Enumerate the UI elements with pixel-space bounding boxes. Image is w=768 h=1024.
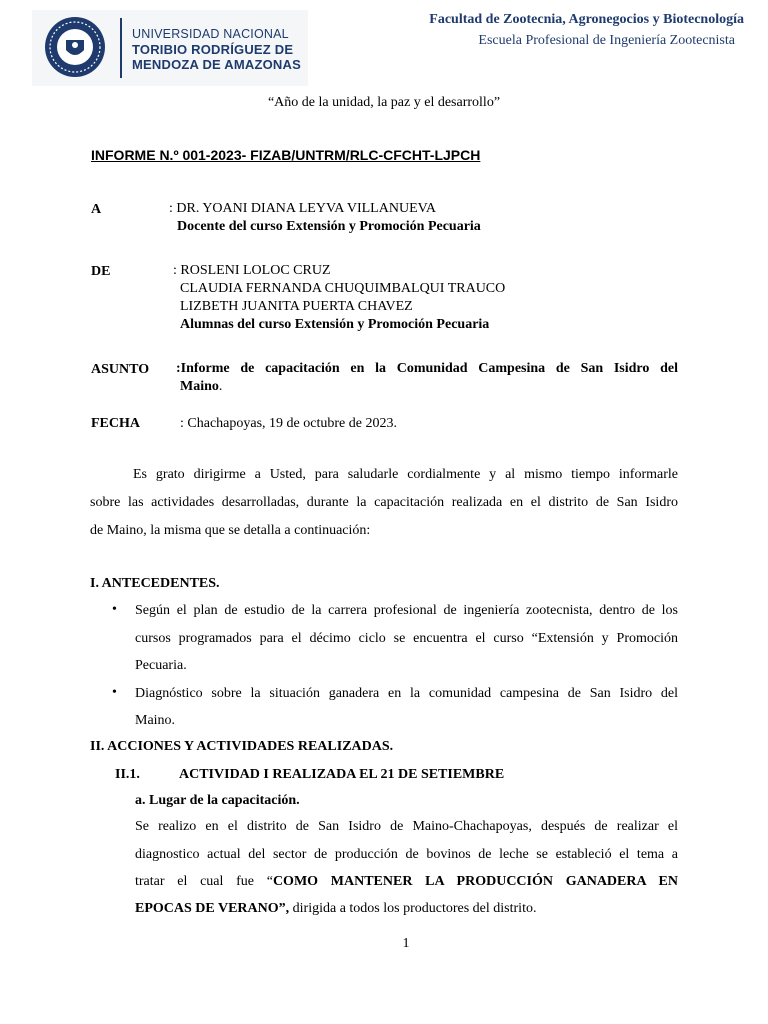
bullet-icon: • (112, 685, 117, 700)
bullet-2-line-2: Maino. (135, 713, 176, 728)
from-name-3: LIZBETH JUANITA PUERTA CHAVEZ (180, 299, 413, 314)
university-name-line1: UNIVERSIDAD NACIONAL (132, 27, 289, 41)
from-name-2: CLAUDIA FERNANDA CHUQUIMBALQUI TRAUCO (180, 281, 506, 296)
subsection-number: II.1. (115, 767, 140, 782)
faculty-name: Facultad de Zootecnia, Agronegocios y Biotecnología (429, 12, 744, 27)
bullet-1-line-1: Según el plan de estudio de la carrera profesional de ingeniería zootecnista, dentro de los (135, 603, 678, 618)
from-label: DE (91, 264, 111, 279)
section-1-heading: I. ANTECEDENTES. (90, 576, 220, 591)
section-2-heading: II. ACCIONES Y ACTIVIDADES REALIZADAS. (90, 739, 394, 754)
subject-line2: Maino. (180, 379, 223, 394)
date-value: : Chachapoyas, 19 de octubre de 2023. (180, 416, 397, 431)
bullet-icon: • (112, 602, 117, 617)
bullet-2-line-1: Diagnóstico sobre la situación ganadera en la comunidad campesina de San Isidro del (135, 686, 678, 701)
subsection-heading: ACTIVIDAD I REALIZADA EL 21 DE SETIEMBRE (179, 767, 505, 782)
logo-divider (120, 18, 122, 78)
intro-line-2: sobre las actividades desarrolladas, durante la capacitación realizada en el distrito de San Isidro (90, 495, 678, 510)
body-line-3: tratar el cual fue “COMO MANTENER LA PRODUCCIÓN GANADERA EN (135, 874, 678, 889)
body-line-4: EPOCAS DE VERANO”, dirigida a todos los productores del distrito. (135, 901, 537, 916)
intro-line-1: Es grato dirigirme a Usted, para saludarle cordialmente y al mismo tiempo informarle (133, 467, 678, 482)
subject-line1: :Informe de capacitación en la Comunidad Campesina de San Isidro del (176, 361, 678, 376)
university-logo (32, 10, 308, 86)
to-name: : DR. YOANI DIANA LEYVA VILLANUEVA (169, 201, 437, 216)
from-name-1: : ROSLENI LOLOC CRUZ (173, 263, 331, 278)
to-label: A (91, 202, 102, 217)
subject-label: ASUNTO (91, 362, 150, 377)
university-name-line2: TORIBIO RODRÍGUEZ DE (132, 42, 294, 57)
to-role: Docente del curso Extensión y Promoción Pecuaria (177, 219, 481, 234)
bullet-1-line-2: cursos programados para el décimo ciclo se encuentra el curso “Extensión y Promoción (135, 631, 678, 646)
item-a-heading: a. Lugar de la capacitación. (135, 793, 300, 808)
from-role: Alumnas del curso Extensión y Promoción Pecuaria (180, 317, 490, 332)
page-number: 1 (402, 936, 410, 951)
bullet-1-line-3: Pecuaria. (135, 658, 187, 673)
school-name: Escuela Profesional de Ingeniería Zootecnista (478, 33, 735, 48)
body-line-2: diagnostico actual del sector de producción de bovinos de leche se estableció el tema a (135, 847, 678, 862)
date-label: FECHA (91, 416, 140, 431)
university-seal-icon (44, 16, 106, 78)
intro-line-3: de Maino, la misma que se detalla a continuación: (90, 523, 371, 538)
year-phrase: “Año de la unidad, la paz y el desarrollo” (267, 95, 501, 110)
body-line-1: Se realizo en el distrito de San Isidro de Maino-Chachapoyas, después de realizar el (135, 819, 678, 834)
report-title: INFORME N.º 001-2023- FIZAB/UNTRM/RLC-CFCHT-LJPCH (91, 147, 481, 163)
university-name-line3: MENDOZA DE AMAZONAS (132, 57, 301, 72)
